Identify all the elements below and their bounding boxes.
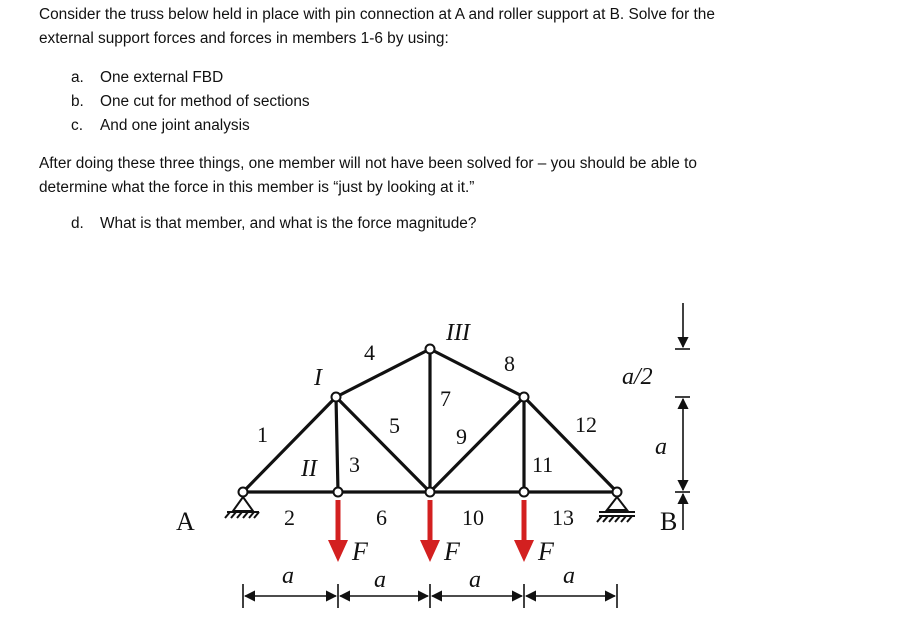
span-label-4: a <box>563 563 575 589</box>
member-5 <box>336 397 430 492</box>
task-b-label: b. <box>71 93 84 110</box>
member-label-1: 1 <box>257 422 268 447</box>
section-label-iii: III <box>446 320 470 346</box>
joint-b <box>613 488 622 497</box>
task-c-label: c. <box>71 117 83 134</box>
joint-apex <box>426 345 435 354</box>
load-arrowhead-3 <box>514 540 534 562</box>
load-arrowhead-2 <box>420 540 440 562</box>
joint-bottom-3 <box>520 488 529 497</box>
section-label-i: I <box>314 365 322 391</box>
load-arrowhead-1 <box>328 540 348 562</box>
question-d-label: d. <box>71 215 84 232</box>
member-label-11: 11 <box>532 452 554 477</box>
member-9 <box>430 397 524 492</box>
joint-bottom-2 <box>426 488 435 497</box>
member-3 <box>336 397 338 492</box>
intro-line-2: external support forces and forces in members 1-6 by using: <box>39 30 449 47</box>
span-label-3: a <box>469 567 481 593</box>
task-c-text: And one joint analysis <box>100 117 250 134</box>
span-label-2: a <box>374 567 386 593</box>
span-dimension <box>243 584 617 608</box>
member-label-9: 9 <box>456 424 467 449</box>
truss-members <box>243 349 617 492</box>
support-b-label: B <box>660 507 678 536</box>
section-label-ii: II <box>301 456 317 482</box>
roller-support-b <box>597 497 635 522</box>
member-label-13: 13 <box>552 505 574 530</box>
member-label-5: 5 <box>389 413 400 438</box>
height-label-top: a/2 <box>622 364 653 390</box>
task-a-text: One external FBD <box>100 69 224 86</box>
member-label-6: 6 <box>376 505 387 530</box>
joint-bottom-1 <box>334 488 343 497</box>
member-4 <box>336 349 430 397</box>
load-label-1: F <box>352 537 368 566</box>
member-label-3: 3 <box>349 452 360 477</box>
member-label-7: 7 <box>440 386 451 411</box>
member-12 <box>524 397 617 492</box>
span-label-1: a <box>282 563 294 589</box>
task-b-text: One cut for method of sections <box>100 93 310 110</box>
after-line-1: After doing these three things, one member will not have been solved for – you should be able to <box>39 155 697 172</box>
height-dimension <box>675 303 690 530</box>
after-line-2: determine what the force in this member is “just by looking at it.” <box>39 179 475 196</box>
member-label-12: 12 <box>575 412 597 437</box>
load-label-3: F <box>538 537 554 566</box>
height-label-bottom: a <box>655 434 667 460</box>
member-label-10: 10 <box>462 505 484 530</box>
joint-top-left <box>332 393 341 402</box>
member-label-4: 4 <box>364 340 375 365</box>
intro-line-1: Consider the truss below held in place with pin connection at A and roller support at B. Solve for the <box>39 6 715 23</box>
load-label-2: F <box>444 537 460 566</box>
member-label-2: 2 <box>284 505 295 530</box>
pin-support-a <box>225 497 259 518</box>
question-d-text: What is that member, and what is the force magnitude? <box>100 215 477 232</box>
support-a-label: A <box>176 507 195 536</box>
joint-a <box>239 488 248 497</box>
member-label-8: 8 <box>504 351 515 376</box>
task-a-label: a. <box>71 69 84 86</box>
joint-top-right <box>520 393 529 402</box>
